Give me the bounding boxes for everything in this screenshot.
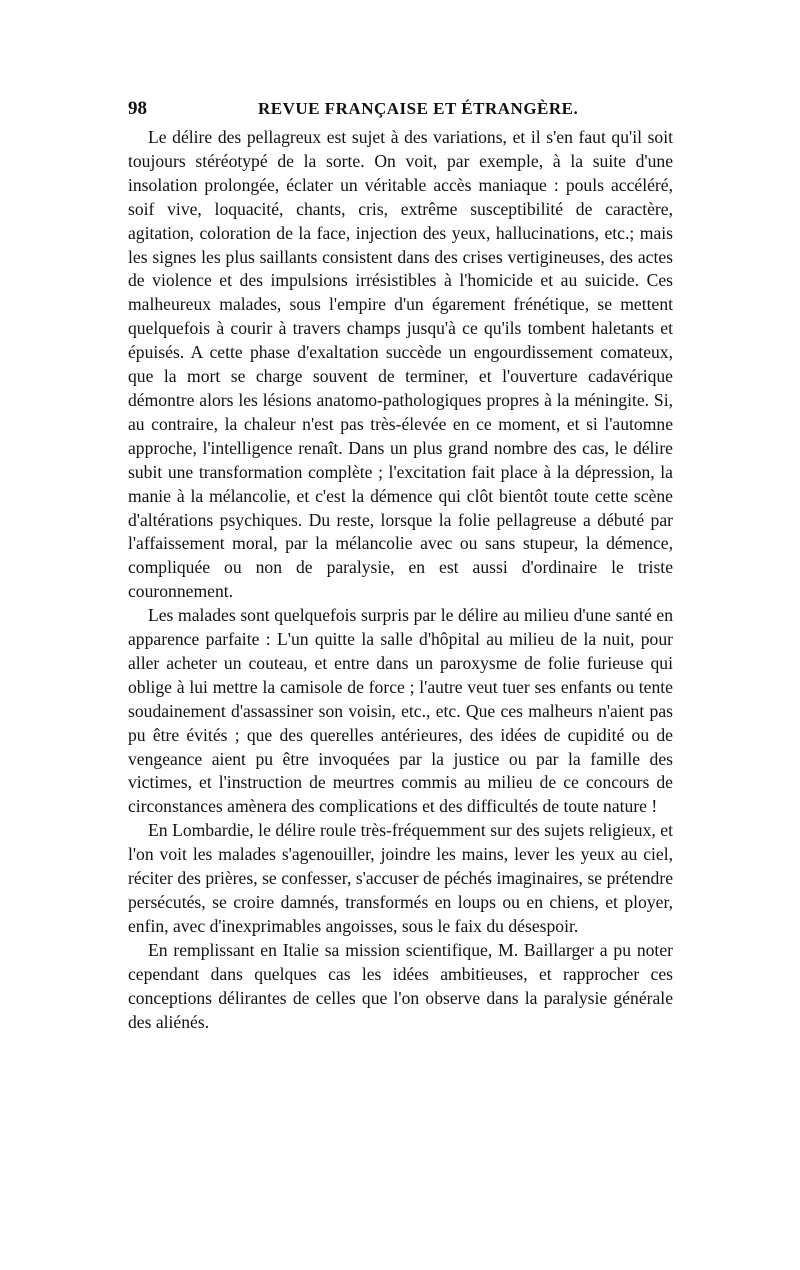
page-number: 98 [128, 98, 147, 119]
paragraph: En Lombardie, le délire roule très-fréquemment sur des sujets religieux, et l'on voit les malades s'agenouiller, joindre les mains, lever les yeux au ciel, réciter des prières, se confesser, s'accuser de péchés imaginaires, se prétendre persécutés, se croire damnés, transformés en loups ou en chiens, et ployer, enfin, avec d'inexprimables angoisses, sous le faix du désespoir. [128, 820, 673, 936]
journal-title: REVUE FRANÇAISE ET ÉTRANGÈRE. [258, 99, 579, 118]
running-head [128, 96, 673, 122]
paragraph: Le délire des pellagreux est sujet à des variations, et il s'en faut qu'il soit toujours stéréotypé de la sorte. On voit, par exemple, à la suite d'une insolation prolongée, éclater un véritable accès maniaque : pouls accéléré, soif vive, loquacité, chants, cris, extrême susceptibilité de caractère, agitation, coloration de la face, injection des yeux, hallucinations, etc.; mais les signes les plus saillants consistent dans des crises vertigineuses, des actes de violence et des impulsions irrésistibles à l'homicide et au suicide. Ces malheureux malades, sous l'empire d'un égarement frénétique, se mettent quelquefois à courir à travers champs jusqu'à ce qu'ils tombent haletants et épuisés. A cette phase d'exaltation succède un engourdissement comateux, que la mort se charge souvent de terminer, et l'ouverture cadavérique démontre alors les lésions anatomo-pathologiques propres à la méningite. Si, au contraire, la chaleur n'est pas très-élevée en ce moment, et si l'automne approche, l'intelligence renaît. Dans un plus grand nombre des cas, le délire subit une transformation complète ; l'excitation fait place à la dépression, la manie à la mélancolie, et c'est la démence qui clôt bientôt toute cette scène d'altérations psychiques. Du reste, lorsque la folie pellagreuse a débuté par l'affaissement moral, par la mélancolie avec ou sans stupeur, la démence, compliquée ou non de paralysie, en est aussi d'ordinaire le triste couronnement. [128, 127, 673, 602]
body-text [128, 126, 673, 1034]
paragraph: En remplissant en Italie sa mission scientifique, M. Baillarger a pu noter cependant dans quelques cas les idées ambitieuses, et rapprocher ces conceptions délirantes de celles que l'on observe dans la paralysie générale des aliénés. [128, 939, 673, 1032]
book-page [128, 96, 673, 1034]
paragraph: Les malades sont quelquefois surpris par le délire au milieu d'une santé en apparence parfaite : L'un quitte la salle d'hôpital au milieu de la nuit, pour aller acheter un couteau, et entre dans un paroxysme de folie furieuse qui oblige à lui mettre la camisole de force ; l'autre veut tuer ses enfants ou tente soudainement d'assassiner son voisin, etc., etc. Que ces malheurs n'aient pas pu être évités ; que des querelles antérieures, des idées de cupidité ou de vengeance aient pu être invoquées par la justice ou par la famille des victimes, et l'instruction de meurtres commis au milieu de ce concours de circonstances amènera des complications et des difficultés de toute nature ! [128, 605, 673, 817]
